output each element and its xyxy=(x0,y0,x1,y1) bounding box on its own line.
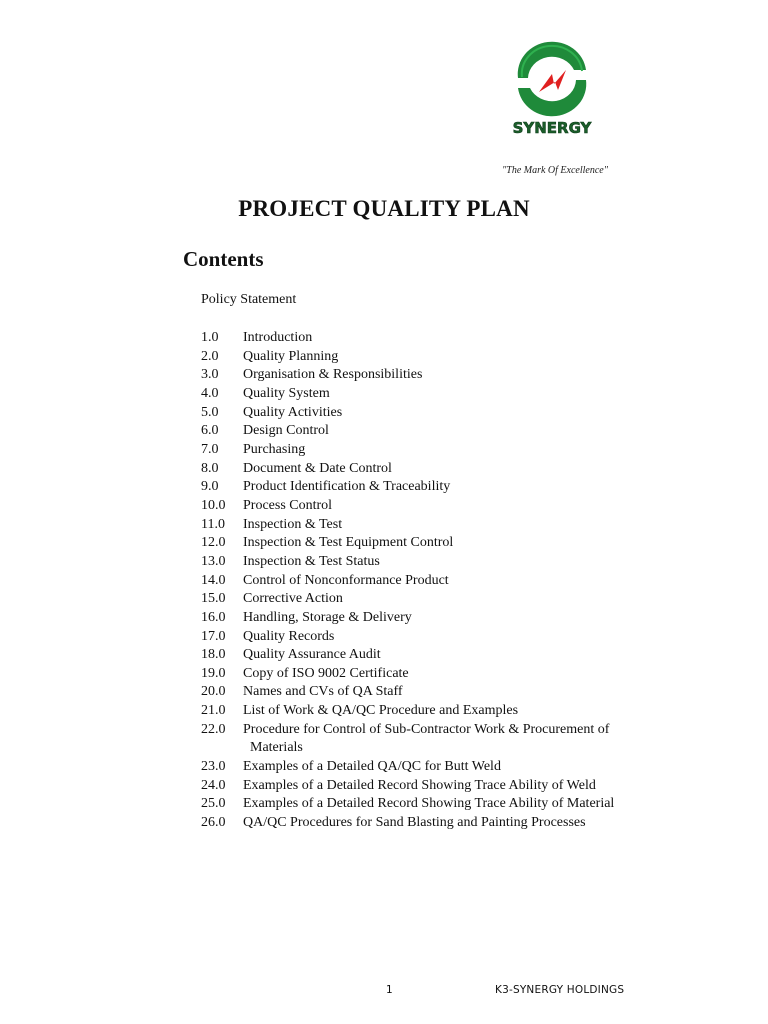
toc-item-label-wrap xyxy=(243,422,641,441)
toc-item-label-wrap xyxy=(243,609,641,628)
policy-statement-link: Policy Statement xyxy=(201,292,297,307)
toc-item-label: Examples of a Detailed Record Showing Trace Ability of Weld xyxy=(243,777,596,793)
toc-item-label-wrap xyxy=(243,441,641,460)
toc-item-label: Handling, Storage & Delivery xyxy=(243,609,412,625)
synergy-logo xyxy=(508,40,596,140)
toc-item-label-wrap xyxy=(243,795,641,814)
toc-item-label: Process Control xyxy=(243,497,333,513)
toc-item-label-wrap xyxy=(243,683,641,702)
toc-item-label-wrap xyxy=(243,553,641,572)
toc-item xyxy=(201,683,641,702)
toc-item xyxy=(201,721,641,758)
toc-item xyxy=(201,534,641,553)
toc-item-number: 24.0 xyxy=(201,777,226,793)
toc-item xyxy=(201,441,641,460)
toc-item-number: 18.0 xyxy=(201,647,226,663)
page-number: 1 xyxy=(386,984,393,996)
toc-item-label: Inspection & Test xyxy=(243,516,343,532)
toc-item xyxy=(201,366,641,385)
toc-item-label-wrap xyxy=(243,814,641,833)
toc-item xyxy=(201,795,641,814)
toc-item-number: 21.0 xyxy=(201,703,226,719)
toc-item xyxy=(201,329,641,348)
toc-item-label-wrap xyxy=(243,404,641,423)
toc-item xyxy=(201,814,641,833)
toc-item-number: 15.0 xyxy=(201,591,226,607)
toc-item xyxy=(201,348,641,367)
toc-item-label-wrap xyxy=(243,366,641,385)
toc-item-label: Quality Activities xyxy=(243,404,343,420)
toc-item-label: Examples of a Detailed QA/QC for Butt Weld xyxy=(243,759,501,775)
toc-item xyxy=(201,590,641,609)
table-of-contents xyxy=(201,329,641,833)
toc-item-number: 12.0 xyxy=(201,535,226,551)
tagline: "The Mark Of Excellence" xyxy=(502,165,608,176)
toc-item-label: Quality Assurance Audit xyxy=(243,647,381,663)
toc-item-number: 6.0 xyxy=(201,423,219,439)
toc-item-number: 7.0 xyxy=(201,441,219,457)
toc-item xyxy=(201,646,641,665)
toc-item-label-wrap xyxy=(243,646,641,665)
toc-item-label: Corrective Action xyxy=(243,591,343,607)
toc-item-label-wrap xyxy=(243,516,641,535)
toc-item xyxy=(201,460,641,479)
toc-item xyxy=(201,572,641,591)
toc-item-label: Quality System xyxy=(243,385,330,401)
toc-item xyxy=(201,385,641,404)
synergy-logo-icon xyxy=(508,40,596,140)
toc-item-label-wrap xyxy=(243,497,641,516)
toc-item xyxy=(201,497,641,516)
toc-item-label: Product Identification & Traceability xyxy=(243,479,451,495)
toc-item-label: Procedure for Control of Sub-Contractor Work & Procurement of xyxy=(243,721,610,737)
toc-item xyxy=(201,422,641,441)
toc-item-number: 26.0 xyxy=(201,815,226,831)
toc-item-number: 5.0 xyxy=(201,404,219,420)
toc-item-number: 13.0 xyxy=(201,553,226,569)
toc-item xyxy=(201,758,641,777)
toc-item-label: Organisation & Responsibilities xyxy=(243,367,423,383)
toc-item-number: 17.0 xyxy=(201,628,226,644)
toc-item-label-wrap xyxy=(243,758,641,777)
toc-item-label-wrap xyxy=(243,628,641,647)
toc-item xyxy=(201,404,641,423)
toc-item-number: 2.0 xyxy=(201,348,219,364)
toc-item xyxy=(201,609,641,628)
toc-item xyxy=(201,665,641,684)
contents-heading: Contents xyxy=(183,247,264,271)
toc-item-number: 10.0 xyxy=(201,497,226,513)
toc-item-label-wrap xyxy=(243,329,641,348)
toc-item-label: Names and CVs of QA Staff xyxy=(243,684,403,700)
toc-item xyxy=(201,516,641,535)
toc-item-number: 25.0 xyxy=(201,796,226,812)
document-title: PROJECT QUALITY PLAN xyxy=(238,196,530,221)
toc-item-label: Introduction xyxy=(243,330,313,345)
toc-item-label: List of Work & QA/QC Procedure and Examples xyxy=(243,703,519,719)
toc-item-label: Examples of a Detailed Record Showing Trace Ability of Material xyxy=(243,796,615,812)
toc-item-label-wrap xyxy=(243,385,641,404)
toc-item-number: 22.0 xyxy=(201,721,226,737)
toc-item-label: Purchasing xyxy=(243,441,306,457)
toc-item-label: Inspection & Test Status xyxy=(243,553,380,569)
toc-item-number: 11.0 xyxy=(201,516,225,532)
toc-item-label-wrap xyxy=(243,702,641,721)
toc-item-label-wrap xyxy=(243,460,641,479)
toc-item xyxy=(201,777,641,796)
toc-item-number: 19.0 xyxy=(201,665,226,681)
toc-item xyxy=(201,478,641,497)
toc-item-label: Document & Date Control xyxy=(243,460,392,476)
toc-item-number: 20.0 xyxy=(201,684,226,700)
toc-item-number: 23.0 xyxy=(201,759,226,775)
toc-item-label-continuation: Materials xyxy=(250,740,303,756)
toc-item-label: Inspection & Test Equipment Control xyxy=(243,535,454,551)
logo-wordmark: SYNERGY xyxy=(512,119,592,137)
toc-item-label: Design Control xyxy=(243,423,329,439)
toc-item-label-wrap xyxy=(243,590,641,609)
toc-item-label-wrap xyxy=(243,478,641,497)
toc-item-number: 9.0 xyxy=(201,479,219,495)
toc-item xyxy=(201,702,641,721)
toc-item-number: 1.0 xyxy=(201,330,219,345)
footer-company: K3-SYNERGY HOLDINGS xyxy=(495,984,625,996)
toc-item-number: 4.0 xyxy=(201,385,219,401)
toc-item-label-wrap xyxy=(243,572,641,591)
toc-item xyxy=(201,553,641,572)
toc-item xyxy=(201,628,641,647)
toc-item-number: 3.0 xyxy=(201,367,219,383)
toc-item-label: QA/QC Procedures for Sand Blasting and Painting Processes xyxy=(243,815,586,831)
toc-item-label: Control of Nonconformance Product xyxy=(243,572,449,588)
toc-item-label-wrap xyxy=(243,534,641,553)
toc-item-number: 16.0 xyxy=(201,609,226,625)
toc-item-label: Quality Records xyxy=(243,628,335,644)
toc-item-label-wrap xyxy=(243,777,641,796)
toc-item-label: Quality Planning xyxy=(243,348,339,364)
toc-item-label: Copy of ISO 9002 Certificate xyxy=(243,665,409,681)
toc-item-number: 8.0 xyxy=(201,460,219,476)
toc-item-label-wrap xyxy=(243,348,641,367)
toc-item-label-wrap xyxy=(243,665,641,684)
toc-item-number: 14.0 xyxy=(201,572,226,588)
toc-item-label-wrap xyxy=(243,721,641,758)
